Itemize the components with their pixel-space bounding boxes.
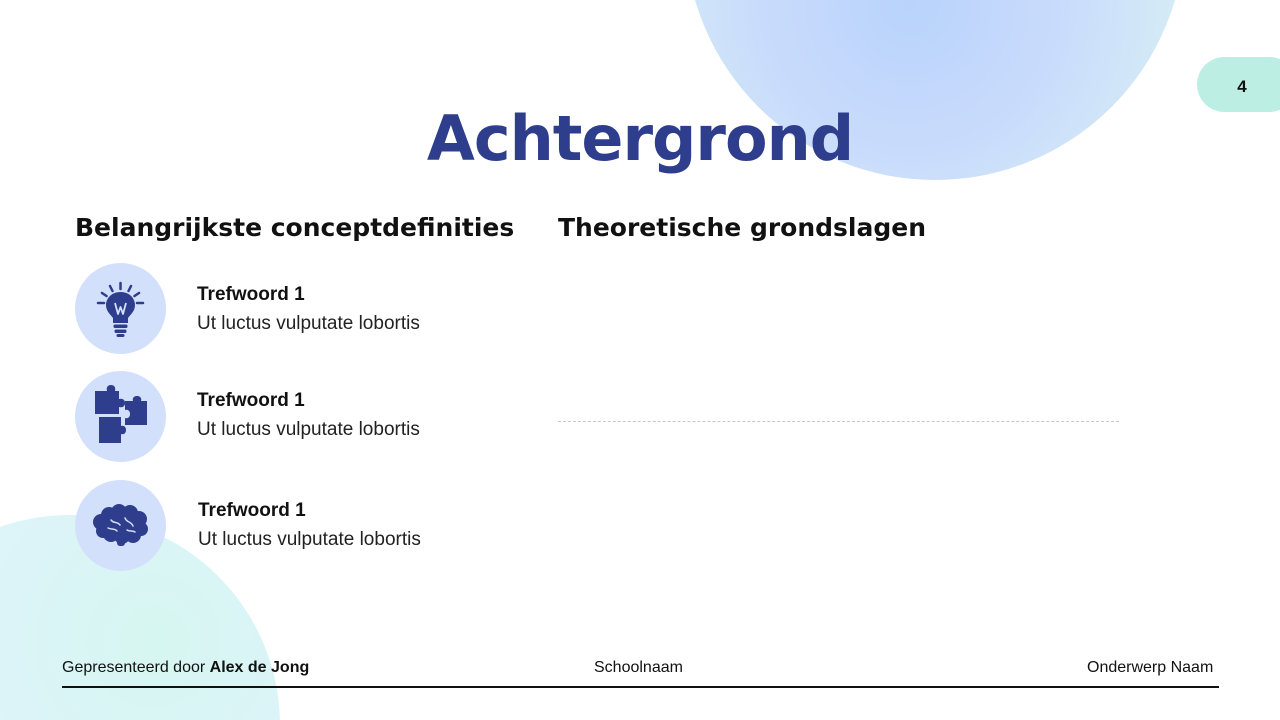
page-number: 4 — [1237, 77, 1247, 96]
keyword-2: Trefwoord 1 — [197, 390, 305, 411]
description-1: Ut luctus vulputate lobortis — [197, 313, 420, 334]
keyword-3: Trefwoord 1 — [198, 500, 306, 521]
footer-subject: Onderwerp Naam — [1087, 659, 1214, 676]
presented-by-label: Gepresenteerd door — [62, 659, 206, 676]
icon-circle — [75, 371, 166, 462]
brain-icon — [75, 480, 166, 571]
left-column-heading: Belangrijkste conceptdefinities — [75, 213, 515, 242]
content-divider — [558, 421, 1119, 422]
footer-school: Schoolnaam — [594, 659, 683, 676]
icon-circle — [75, 480, 166, 571]
footer-line — [62, 686, 1219, 688]
right-column-heading: Theoretische grondslagen — [558, 213, 927, 242]
lightbulb-icon — [75, 263, 166, 354]
puzzle-icon — [75, 371, 166, 462]
slide-title: Achtergrond — [426, 102, 854, 175]
keyword-1: Trefwoord 1 — [197, 284, 305, 305]
description-2: Ut luctus vulputate lobortis — [197, 419, 420, 440]
icon-circle — [75, 263, 166, 354]
presenter-name: Alex de Jong — [209, 659, 310, 676]
description-3: Ut luctus vulputate lobortis — [198, 529, 421, 550]
footer-presenter — [62, 659, 309, 677]
